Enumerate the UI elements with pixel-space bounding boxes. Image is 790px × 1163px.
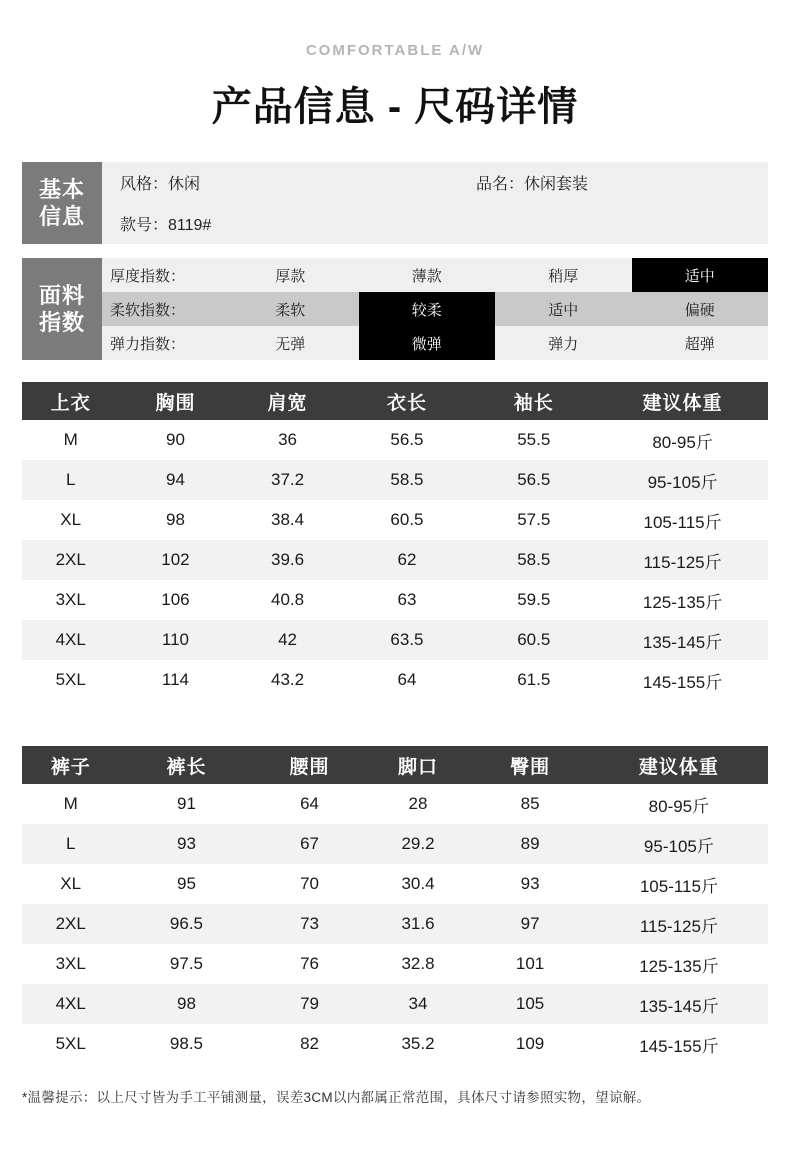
cell: 76	[300, 954, 320, 973]
cell: 42	[278, 630, 297, 649]
cell: 62	[397, 550, 417, 569]
cell: 91	[177, 794, 196, 813]
table-row	[22, 944, 768, 984]
cell: XL	[60, 510, 82, 529]
cell: 29.2	[401, 834, 435, 853]
cell: 114	[161, 670, 189, 689]
cell: 95-105斤	[643, 836, 714, 856]
cell: 35.2	[401, 1034, 435, 1053]
cell: 60.5	[517, 630, 551, 649]
th-pants-cuff: 脚口	[366, 746, 471, 784]
th-top-shoulder: 肩宽	[232, 382, 344, 420]
fabric-option-thickness-2[interactable]: 薄款	[411, 267, 442, 285]
cell: 98	[177, 994, 196, 1013]
table-row	[22, 580, 768, 620]
cell: 4XL	[55, 994, 86, 1013]
cell: 67	[300, 834, 320, 853]
table-row	[22, 420, 768, 460]
cell: 135-145斤	[639, 996, 719, 1016]
page-title: 产品信息 - 尺码详情	[211, 85, 579, 129]
th-pants-hip: 臀围	[470, 746, 589, 784]
cell: L	[65, 834, 76, 853]
cell: 96.5	[169, 914, 203, 933]
cell: M	[63, 430, 78, 449]
basic-info-row	[120, 162, 768, 203]
cell: 3XL	[55, 954, 86, 973]
cell: 105	[515, 994, 545, 1013]
cell: 125-135斤	[642, 592, 723, 612]
cell: 64	[300, 794, 320, 813]
table-row	[22, 864, 768, 904]
cell: 61.5	[517, 670, 551, 689]
cell: 110	[161, 630, 189, 649]
cell: 105-115斤	[643, 512, 722, 532]
cell: 145-155斤	[639, 1036, 719, 1056]
fabric-option-softness-2-selected[interactable]: 较柔	[359, 292, 496, 326]
cell: 2XL	[55, 550, 86, 569]
cell: 63	[397, 590, 417, 609]
cell: 4XL	[55, 630, 86, 649]
cell: 102	[161, 550, 190, 569]
cell: 32.8	[401, 954, 435, 973]
cell: 98	[165, 510, 185, 529]
cell: 30.4	[401, 874, 435, 893]
cell: 55.5	[517, 430, 551, 449]
basic-info-label	[22, 162, 102, 244]
cell: 40.8	[271, 590, 305, 609]
fabric-option-softness-4[interactable]: 偏硬	[684, 301, 715, 319]
cell: 58.5	[517, 550, 551, 569]
table-row	[22, 984, 768, 1024]
cell: 98.5	[169, 1034, 203, 1053]
fabric-row-softness	[102, 292, 768, 326]
table-row	[22, 620, 768, 660]
cell: 101	[515, 954, 545, 973]
th-pants-length: 裤长	[119, 746, 253, 784]
th-pants-waist: 腰围	[254, 746, 366, 784]
cell: 2XL	[55, 914, 86, 933]
cell: 70	[300, 874, 320, 893]
fabric-row-softness-key: 柔软指数：	[110, 301, 186, 319]
th-top-size: 上衣	[22, 382, 119, 420]
cell: 106	[161, 590, 190, 609]
table-row	[22, 784, 768, 824]
fabric-index-label-line2: 指数	[38, 310, 85, 335]
th-pants-weight: 建议体重	[590, 746, 768, 784]
cell: 95	[177, 874, 196, 893]
cell: 37.2	[271, 470, 305, 489]
cell: 36	[278, 430, 297, 449]
cell: 5XL	[55, 670, 86, 689]
cell: 56.5	[390, 430, 424, 449]
table-row	[22, 660, 768, 700]
table-header-row	[22, 382, 768, 420]
th-pants-size: 裤子	[22, 746, 119, 784]
basic-info-body	[102, 162, 768, 244]
fabric-option-elasticity-1[interactable]: 无弹	[275, 335, 306, 353]
footnote-text: *温馨提示：以上尺寸皆为手工平铺测量，误差3CM以内都属正常范围，具体尺寸请参照实物，望谅解。	[22, 1090, 651, 1105]
table-row	[22, 1024, 768, 1064]
basic-info-style: 风格：休闲	[120, 176, 201, 193]
pants-size-table	[22, 746, 768, 1064]
table-header-row	[22, 746, 768, 784]
cell: 73	[300, 914, 320, 933]
fabric-row-thickness	[102, 258, 768, 292]
cell: 115-125斤	[643, 552, 722, 572]
fabric-option-elasticity-3[interactable]: 弹力	[548, 335, 579, 353]
fabric-option-elasticity-4[interactable]: 超弹	[684, 335, 715, 353]
th-top-length: 衣长	[344, 382, 471, 420]
cell: 97.5	[169, 954, 203, 973]
fabric-index-rows	[102, 258, 768, 360]
cell: 28	[408, 794, 428, 813]
fabric-row-elasticity	[102, 326, 768, 360]
cell: 38.4	[271, 510, 305, 529]
cell: L	[65, 470, 76, 489]
cell: 80-95斤	[652, 432, 713, 452]
cell: 97	[520, 914, 540, 933]
cell: 79	[300, 994, 320, 1013]
basic-info-row	[120, 203, 768, 244]
table-row	[22, 500, 768, 540]
cell: 31.6	[401, 914, 435, 933]
fabric-row-thickness-key: 厚度指数：	[110, 267, 186, 285]
cell: 94	[165, 470, 185, 489]
fabric-option-thickness-3[interactable]: 稍厚	[548, 267, 579, 285]
cell: 43.2	[271, 670, 305, 689]
cell: 64	[397, 670, 417, 689]
cell: 93	[177, 834, 196, 853]
basic-info-label-line2: 信息	[38, 204, 85, 229]
cell: 82	[300, 1034, 320, 1053]
fabric-index-label-line1: 面料	[38, 282, 85, 308]
basic-info-block	[22, 162, 768, 244]
fabric-index-block	[22, 258, 768, 360]
th-top-sleeve: 袖长	[470, 382, 597, 420]
cell: 5XL	[55, 1034, 86, 1053]
table-row	[22, 460, 768, 500]
cell: 115-125斤	[639, 916, 718, 936]
cell: 39.6	[271, 550, 305, 569]
cell: 85	[520, 794, 540, 813]
cell: 60.5	[390, 510, 424, 529]
th-top-bust: 胸围	[119, 382, 231, 420]
cell: 57.5	[517, 510, 551, 529]
fabric-option-elasticity-2-selected[interactable]: 微弹	[359, 326, 496, 360]
basic-info-model-no: 款号：8119#	[120, 217, 212, 234]
cell: 90	[165, 430, 185, 449]
cell: 95-105斤	[647, 472, 718, 492]
fabric-option-softness-1[interactable]: 柔软	[275, 301, 306, 319]
cell: 93	[520, 874, 540, 893]
fabric-index-label	[22, 258, 102, 360]
table-row	[22, 540, 768, 580]
table-gap	[22, 700, 768, 724]
fabric-option-thickness-4-selected[interactable]: 适中	[632, 258, 769, 292]
fabric-row-elasticity-key: 弹力指数：	[110, 335, 186, 353]
basic-info-product-name: 品名：休闲套装	[475, 176, 588, 193]
top-size-table	[22, 382, 768, 700]
cell: 145-155斤	[642, 672, 723, 692]
cell: 135-145斤	[642, 632, 723, 652]
eyebrow-text: COMFORTABLE A/W	[305, 42, 485, 59]
cell: 56.5	[517, 470, 551, 489]
cell: 59.5	[517, 590, 551, 609]
cell: XL	[60, 874, 82, 893]
cell: 125-135斤	[639, 956, 719, 976]
cell: 89	[520, 834, 540, 853]
basic-info-label-line1: 基本	[38, 176, 85, 202]
cell: 80-95斤	[648, 796, 710, 816]
cell: M	[63, 794, 78, 813]
cell: 58.5	[390, 470, 424, 489]
cell: 34	[408, 994, 428, 1013]
fabric-option-thickness-1[interactable]: 厚款	[275, 267, 306, 285]
th-top-weight: 建议体重	[597, 382, 768, 420]
cell: 105-115斤	[639, 876, 718, 896]
cell: 3XL	[55, 590, 86, 609]
fabric-option-softness-3[interactable]: 适中	[548, 301, 579, 319]
cell: 109	[515, 1034, 545, 1053]
table-row	[22, 824, 768, 864]
table-row	[22, 904, 768, 944]
cell: 63.5	[390, 630, 424, 649]
